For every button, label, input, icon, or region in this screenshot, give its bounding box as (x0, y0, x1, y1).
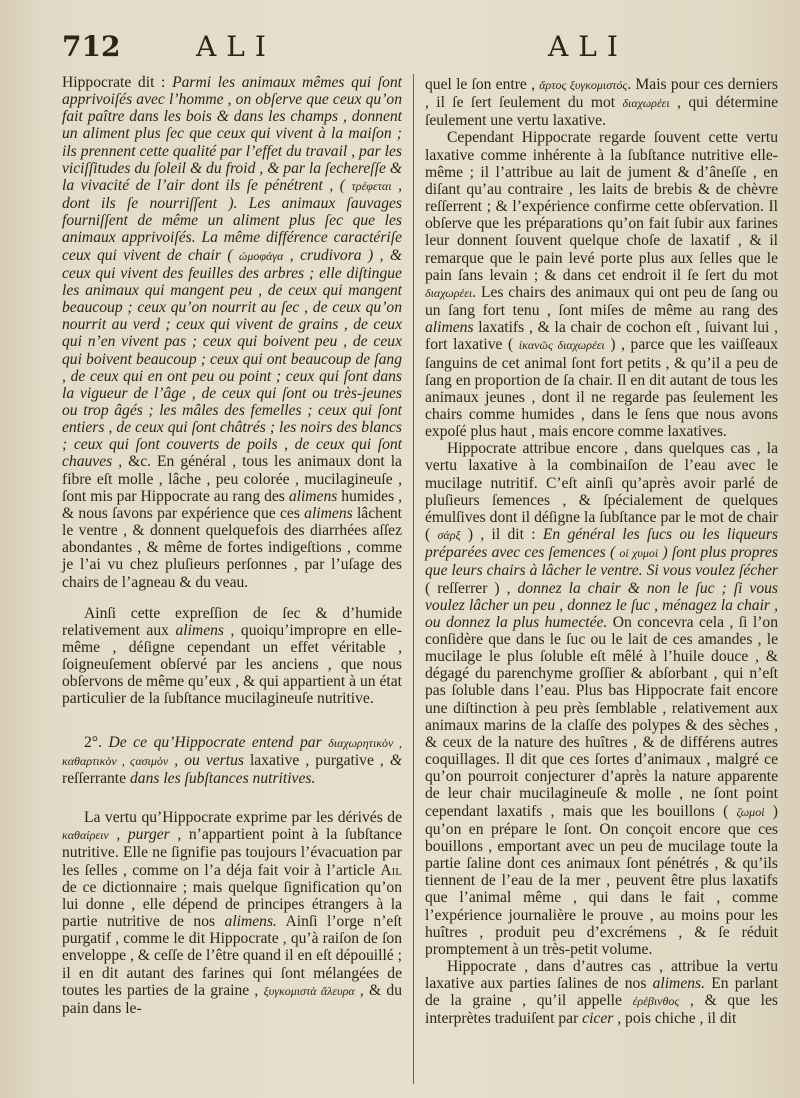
italic-text: Parmi les animaux mêmes qui ſont apprivoiſés avec l’homme , on obſerve que ceux qu’on fait paître dans les bois & dans les champs , donnent un aliment plus ſec que ceux qui vivent à la maiſon ; ils prennent cette qualité par l’effet du travail , par les viciſſitudes du ſoleil & du froid , & par la ſechereſſe & la vivacité de l’air dont ils ſe pénétrent , ( (62, 74, 403, 194)
italic-text: alimens (288, 487, 338, 505)
text-run: ) , parce que les vaiſſeaux ſanguins de cet animal ſont fort petits , & qu’il a peu de ſang en proportion de ſa chair. Il en dit autant de tous les animaux jeunes , dont il ne regarde pas ſeulement les chairs comme humides , dans le ſens que nous avons expoſé plus haut , mais encore comme laxatives. (425, 336, 778, 441)
text-run: de ce dictionnaire ; mais quelque ſignification qu’on lui donne , elle dépend de principes étrangers à la partie nutritive de nos (62, 878, 402, 931)
text-run: laxatifs , & la chair de cochon eſt , ſuivant lui , fort laxative ( (425, 319, 778, 354)
greek-term: ὠμοφάγα (238, 248, 284, 263)
paragraph (425, 129, 778, 440)
text-run: laxative , purgative , (243, 751, 390, 769)
paragraph (62, 605, 402, 708)
italic-text: ou vertus (184, 751, 244, 769)
greek-term: ἐρέβινθος (632, 994, 680, 1009)
greek-term: διαχωρητικὸν , καθαρτικὸν , ϛασιμὸν (62, 735, 402, 768)
text-run: lâchent le ventre , & donnent quelquefois des diarrhées aſſez abondantes , & même de fortes indigeſtions , comme je l’ai vu chez pluſieurs perſonnes , par l’uſage des chairs de l’agneau & du veau. (62, 504, 402, 591)
paragraph (425, 76, 778, 129)
text-run: . Les chairs des animaux qui ont peu de ſang ou un ſang fort tenu , ſont miſes de même au rang des (425, 283, 778, 320)
paragraph (425, 440, 778, 958)
italic-text: , crudivora ) , & ceux qui vivent des feuilles des arbres ; elle diſtingue les animaux qui mangent peu , de ceux qui mangent beaucoup ; ceux qu’on nourrit au ſec , de ceux qu’on nourrit au verd ; ceux qui vivent de grains , de ceux qui n’en vivent pas ; ceux qui boivent peu , de ceux qui boivent beaucoup ; ceux qui ont beaucoup de ſang , de ceux qui en ont peu ou point ; ceux qui ſont dans la vigueur de l’âge , de ceux qui ſont ou très-jeunes ou trop âgés ; les mâles des femelles ; ceux qui ſont entiers , de ceux qui ſont châtrés ; les noirs des blancs ; ceux qui ſont couverts de poils , de ceux qui ſont chauves , (62, 246, 402, 471)
text-run: humides , & nous ſavons par expérience que ces (62, 487, 402, 522)
text-run: En parlant de la graine , qu’il appelle (425, 975, 778, 1010)
text-run: Hippocrate attribue encore , dans quelques cas , la vertu laxative à la combinaiſon de l’eau avec le mucilage nutritif. C’eſt ainſi qu’après avoir parlé de pluſieurs ſemences , & ſpécialement de quelques émulſives dont il déſigne la ſubſtance par le mot de chair ( (425, 440, 778, 544)
text-run: ) qu’on en prépare le ſont. On conçoit encore que ces bouillons , emportant avec un peu de mucilage toute la partie ſaline dont ces animaux ſont pénétrés , & qu’ils tiennent de l’eau de la mer , peuvent être plus laxatifs que l’animal même , qui dans le fait , comme l’expérience journalière le prouve , au moins pour les huîtres , produit peu d’excrémens , & ſe réduit promptement à un très-petit volume. (425, 802, 778, 958)
italic-text: donnez la chair & non le ſuc ; ſi vous voulez lâcher un peu , donnez le ſuc , ménagez la chair , ou donnez la plus humectée. (425, 579, 779, 631)
greek-term: σάρξ (437, 528, 461, 543)
greek-term: διαχωρέει (622, 96, 670, 111)
italic-text: En général les ſucs ou les liqueurs préparées avec ces ſemences ( (425, 526, 778, 562)
italic-text: purger (127, 826, 170, 844)
greek-term: ζωμοὶ (736, 804, 765, 819)
text-run: Ainſi l’orge n’eſt purgatif , comme le dit Hippocrate , qu’à raiſon de ſon enveloppe , & ceſſe de l’être quand il en eſt dépouillé ; il en dit autant des farines qui ſont mélangées de toutes les parties de la graine , (62, 913, 403, 999)
text-run: Hippocrate , dans d’autres cas , attribue la vertu laxative aux parties ſalines de nos (425, 957, 778, 993)
running-head-left: ALI (196, 30, 276, 63)
italic-text: alimens. (652, 975, 706, 993)
italic-text: , dont ils ſe nourriſſent ). Les animaux ſauvages fourniſſent de même un aliment plus ſec que les animaux apprivoiſés. La même différence caractériſe ceux qui vivent de chair ( (62, 176, 402, 264)
italic-text: De ce qu’Hippocrate entend par (108, 733, 329, 751)
text-run: , pois chiche , il dit (613, 1010, 737, 1028)
italic-text: alimens (304, 504, 353, 522)
italic-text: alimens (425, 319, 474, 337)
greek-term: καθαίρειν (62, 828, 109, 843)
text-run: reſſerrante (62, 769, 130, 787)
right-column (425, 76, 778, 1028)
text-run: , (108, 826, 128, 844)
page-header (0, 30, 800, 74)
text-run: . Mais pour ces derniers , il ſe ſert ſeulement du mot (425, 76, 778, 112)
greek-term: διαχωρέει (425, 285, 473, 300)
paragraph (62, 74, 402, 591)
text-run: , & du pain dans le- (62, 981, 402, 1017)
text-run: , quoiqu’impropre en elle-même , déſigne cependant un effet véritable , ſoigneuſement obſervé par les anciens , que nous obſervons de même qu’eux , & qui appartient à un état particulier de la ſubſtance mucilagineuſe nutritive. (62, 621, 402, 708)
text-run: Hippocrate dit : (62, 74, 173, 91)
italic-text: & (389, 751, 402, 769)
text-run: Cependant Hippocrate regarde ſouvent cette vertu laxative comme inhérente à la ſubſtance nutritive elle-même ; il l’attribue au lait de jument & d’âneſſe , en diſant qu’au contraire , les laits de brebis & de chèvre reſſerrent ; & l’expérience confirme cette obſervation. Il obſerve que les préparations qu’on fait ſubir aux farines leur donnent ſouvent quelque choſe de laxatif , & il remarque que le pain levé porte plus aux ſelles que le pain ſans levain ; & dans cet endroit il ſe ſert du mot (425, 129, 778, 284)
text-run: On concevra cela , ſi l’on conſidère que dans le ſuc ou le lait de ces amandes , le mucilage le plus ſoluble eſt mêlé à l’huile douce , & dégagé du parenchyme groſſier & abſorbant , qui n’eſt pas ſoluble dans l’eau. Plus bas Hippocrate fait encore une diſtinction à peu près ſemblable , relativement aux animaux marins de la claſſe des polypes & des sèches , & ceux de la nature des huîtres , & de différens autres coquillages. Il dit que ces ſortes d’animaux , malgré ce qu’on pourroit conjecturer d’après la nature apparente de leur chair mucilagineuſe & molle , ne ſont point cependant laxatifs , mais que les bouillons ( (425, 613, 778, 820)
greek-term: ξυγκομιστὰ ἄλευρα (263, 983, 355, 998)
italic-text: , (168, 751, 185, 769)
greek-term: ἱκανῶς διαχωρέει (518, 338, 605, 353)
running-head-right: ALI (548, 30, 628, 63)
italic-text: dans les ſubſtances nutritives. (129, 769, 316, 787)
text-run: , & que les interprètes traduiſent par (425, 992, 778, 1028)
small-caps-text: Ail (380, 861, 402, 879)
italic-text: ) ſont plus propres que leurs chairs à lâcher le ventre. Si vous voulez ſécher (425, 544, 778, 580)
text-run: , n’appartient point à la ſubſtance nutritive. Elle ne ſignifie pas toujours l’évacuation par les ſelles , comme on l’a déja fait voir à l’article (62, 826, 402, 879)
greek-term: ἄρτος ξυγκομιστός (539, 78, 628, 92)
paragraph (425, 958, 778, 1028)
text-run: Ainſi cette expreſſion de ſec & d’humide relativement aux (62, 604, 402, 639)
column-divider (413, 74, 414, 1084)
text-run: quel le ſon entre , (425, 76, 540, 93)
italic-text: alimens (175, 621, 224, 639)
text-run: ) , il dit : (460, 526, 543, 544)
left-column (62, 74, 402, 1017)
text-run: 2°. (84, 733, 109, 751)
greek-term: οἱ χυμοὶ (619, 546, 659, 561)
page-number: 712 (62, 30, 121, 63)
paragraph (62, 809, 402, 1017)
greek-term: τρέφεται (351, 178, 392, 193)
text-run: La vertu qu’Hippocrate exprime par les dérivés de (84, 809, 402, 827)
text-run: ( reſſerrer ) , (425, 579, 518, 597)
italic-text: cicer (582, 1010, 614, 1028)
section-heading (62, 734, 402, 787)
text-run: , qui détermine ſeulement une vertu laxative. (425, 94, 778, 130)
italic-text: alimens. (224, 913, 277, 931)
text-run: &c. En général , tous les animaux dont la fibre eſt molle , lâche , peu colorée , mucilagineuſe , ſont mis par Hippocrate au rang des (62, 453, 402, 505)
